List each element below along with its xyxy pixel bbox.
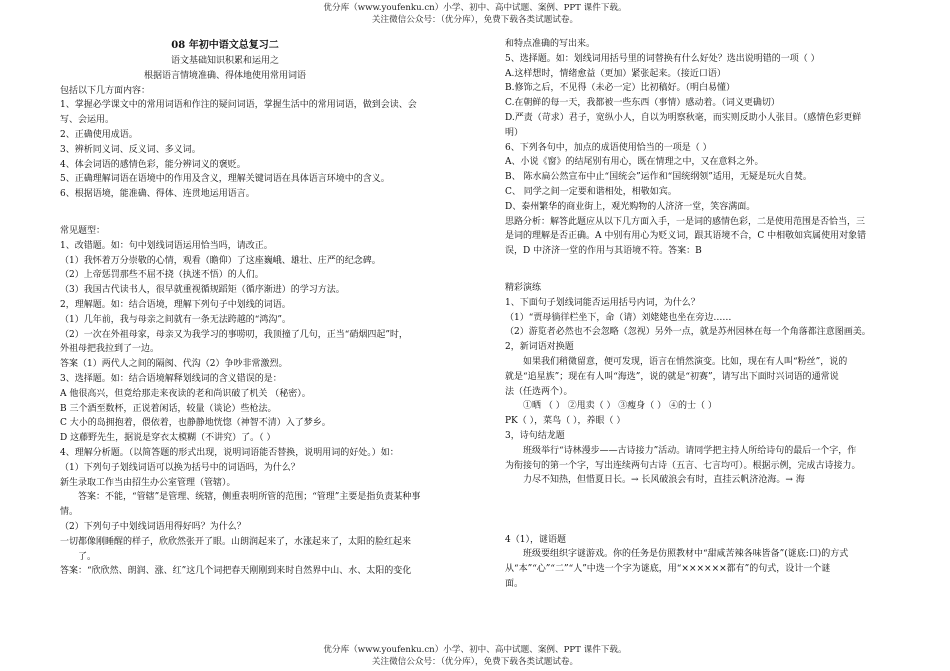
text-line: 1、下面句子划线词能否运用括号内词，为什么？: [505, 297, 700, 308]
text-line: （2）一次在外祖母家，母亲又为我学习的事唠叨，我顶撞了几句，正当“硝烟四起”时，: [60, 329, 408, 340]
text-line: （1）“贾母徜徉栏坐下，命（请）刘姥姥也坐在旁边……: [505, 312, 732, 323]
text-line: 3、选择题。如：结合语境解释划线词的含义错误的是：: [60, 373, 282, 384]
text-line: A 他很高兴，但竟给那走来夜读的老和尚识破了机关 （秘密）。: [60, 388, 311, 399]
text-line: 4（1），谜语题: [505, 534, 566, 545]
text-line: 答案：“欣欣然、朗润、涨、红”这几个词把春天刚刚到来时自然界中山、水、太阳的变化: [60, 566, 412, 577]
text-line: 6、下列各句中，加点的成语使用恰当的一项是（ ）: [505, 142, 712, 153]
text-line: 2，理解题。如：结合语境，理解下列句子中划线的词语。: [60, 299, 291, 310]
text-line: 6、根据语境，能准确、得体、连贯地运用语言。: [60, 189, 255, 200]
text-line: B 三个酒至数杯，正说着闲话，较量（谈论）些枪法。: [60, 403, 277, 414]
text-line: 2，新词语对换题: [505, 342, 574, 353]
text-line: 面。: [505, 578, 524, 589]
text-line: 班级举行“诗林漫步——古诗接力”活动。请同学把主持人所给诗句的最后一个字，作: [523, 445, 857, 456]
text-line: 一切都像刚睡醒的样子，欣欣然张开了眼。山朗润起来了，水涨起来了，太阳的脸红起来: [60, 536, 412, 547]
text-line: 误，D 中济济一堂的作用与其语境不符。答案：B: [505, 246, 702, 257]
text-line: D、泰州繁华的商业街上，观光购物的人济济一堂，笑容满面。: [505, 201, 756, 212]
text-line: ①晒 （ ） ②甩卖（ ） ③瘦身（ ） ④的士（ ）: [523, 401, 717, 412]
text-line: （2）上帝惩罚那些不屈不挠（执迷不悟）的人们。: [60, 270, 264, 281]
text-line: D 这藤野先生，据说是穿衣太模糊（不讲究）了。（ ）: [60, 433, 276, 444]
text-line: B、 陈水扁公然宣布中止“国统会”运作和“国统纲领”适用，无疑是玩火自焚。: [505, 172, 812, 183]
text-line: 如果我们稍微留意，便可发现，语言在悄然演变。比如，现在有人叫“粉丝”，说的: [523, 356, 848, 367]
text-line: 写、会运用。: [60, 115, 115, 126]
text-line: A.这样想时，情绪愈益（更加）紧张起来。（接近口语）: [505, 68, 726, 79]
text-line: 答案（1）两代人之间的隔阂、代沟（2）争吵非常激烈。: [60, 359, 288, 370]
text-line: 法（任选两个）。: [505, 386, 573, 397]
text-line: 5、选择题。如：划线词用括号里的词替换有什么好处？选出说明错的一项（ ）: [505, 53, 820, 64]
section-heading: 常见题型：: [60, 225, 106, 236]
text-line: （2）游览者必然也不会忽略（忽视）另外一点，就是苏州园林在每一个角落都注意图画美。: [505, 327, 871, 338]
text-line: D.严责（苛求）君子，宽纵小人，自以为明察秋毫，而实则反助小人张目。（感情色彩更鲜: [505, 112, 862, 123]
text-line: 3、辨析同义词、反义词、多义词。: [60, 144, 201, 155]
text-line: 答案：不能，“管辖”是管理、统辖，侧重表明所管的范围；“管理”主要是指负责某种事: [78, 492, 421, 503]
text-line: 包括以下几方面内容：: [60, 85, 151, 96]
text-line: 就是“追星族”；现在有人叫“海选”，说的就是“初赛”，请写出下面时兴词语的通常说: [505, 371, 839, 382]
text-line: 4、理解分析题。（以简答题的形式出现，说明词语能否替换，说明用词的好处。）如：: [60, 447, 399, 458]
text-line: （2）下列句子中划线词语用得好吗？为什么？: [60, 521, 246, 532]
text-line: 1、改错题。如：句中划线词语运用恰当吗，请改正。: [60, 240, 273, 251]
text-line: 力尽不知热，但惜夏日长。→ 长风破浪会有时，直挂云帆济沧海。→ 海: [523, 475, 805, 486]
text-line: 3，诗句结龙题: [505, 430, 565, 441]
text-line: （1）下列句子划线词语可以换为括号中的词语吗，为什么？: [60, 462, 300, 473]
text-line: （3）我国古代读书人，很早就重视循规蹈矩（循序渐进）的学习方法。: [60, 285, 345, 296]
text-line: 新生录取工作当由招生办公室管理（管辖）。: [60, 477, 236, 488]
text-line: 4、体会词语的感情色彩，能分辨词义的褒贬。: [60, 159, 246, 170]
left-column: [60, 37, 470, 579]
right-column: [505, 37, 945, 592]
text-line: 情。: [60, 507, 79, 518]
subtitle-1: 语文基础知识积累和运用之: [170, 56, 279, 66]
text-line: 和特点准确的写出来。: [505, 39, 596, 49]
text-line: 是词的理解是否正确。A 中别有用心为贬义词，跟其语境不合，C 中相敬如宾属使用对象错: [505, 231, 867, 242]
text-line: 5、正确理解词语在语境中的作用及含义，理解关键词语在具体语言环境中的含义。: [60, 174, 390, 185]
footer-line-1: 优分库（www.youfenku.cn）小学、初中、高中试题、案例、PPT 课件下载。: [323, 645, 627, 655]
text-line: 思路分析：解答此题应从以下几方面入手，一是词的感情色彩，二是使用范围是否恰当，三: [505, 216, 866, 227]
text-line: C、 同学之间一定要和谐相处，相敬如宾。: [505, 186, 677, 197]
text-line: （1）几年前，我与母亲之间就有一条无法跨越的“鸿沟”。: [60, 314, 291, 325]
text-line: B.修饰之后，不见得（未必一定）比初稿好。（明白易懂）: [505, 83, 735, 94]
text-line: 班级要组织字谜游戏。你的任务是仿照教材中“甜咸苦辣各味皆备”(谜底:口)的方式: [523, 549, 849, 560]
subtitle-2: 根据语言情境准确、得体地使用常用词语: [143, 70, 306, 81]
text-line: 从“本”“心”“二”“人”中选一个字为谜底，用“××××××都有”的句式，设计一个谜: [505, 564, 831, 575]
text-line: C.在朝鲜的每一天，我都被一些东西（事情）感动着。（词义更确切）: [505, 98, 780, 109]
text-line: 了。: [78, 551, 97, 562]
text-line: A、小说《窗》的结尾别有用心，既在情理之中，又在意料之外。: [505, 157, 764, 168]
text-line: 外祖母把我拉到了一边。: [60, 344, 160, 355]
header-line-2: 关注微信公众号：（优分库），免费下载各类试题试卷。: [371, 14, 579, 25]
text-line: 为衔接句的第一个字，写出连续两句古诗（五言、七言均可）。根据示例，完成古诗接力。: [505, 460, 861, 471]
page-header: [0, 3, 950, 26]
header-line-1: 优分库（www.youfenku.cn）小学、初中、高中试题、案例、PPT 课件下载。: [323, 3, 627, 13]
page-footer: [0, 645, 950, 668]
text-line: 1、掌握必学课文中的常用词语和作注的疑问词语，掌握生活中的常用词语，做到会读、会: [60, 100, 417, 111]
text-line: C 大小的岛拥抱着，偎依着，也静静地恍惚（神智不清）入了梦乡。: [60, 418, 331, 429]
footer-line-2: 关注微信公众号：（优分库），免费下载各类试题试卷。: [371, 656, 579, 667]
text-line: （1）我怀着万分崇敬的心情，观看（瞻仰）了这座巍峨、雄壮、庄严的纪念碑。: [60, 255, 381, 266]
text-line: 2、正确使用成语。: [60, 129, 138, 140]
text-line: PK（ ），菜鸟（ ），养眼（ ）: [505, 416, 626, 427]
document-title: 08 年初中语文总复习二: [171, 40, 279, 51]
text-line: 明）: [505, 127, 524, 138]
section-heading: 精彩演练: [505, 282, 542, 293]
